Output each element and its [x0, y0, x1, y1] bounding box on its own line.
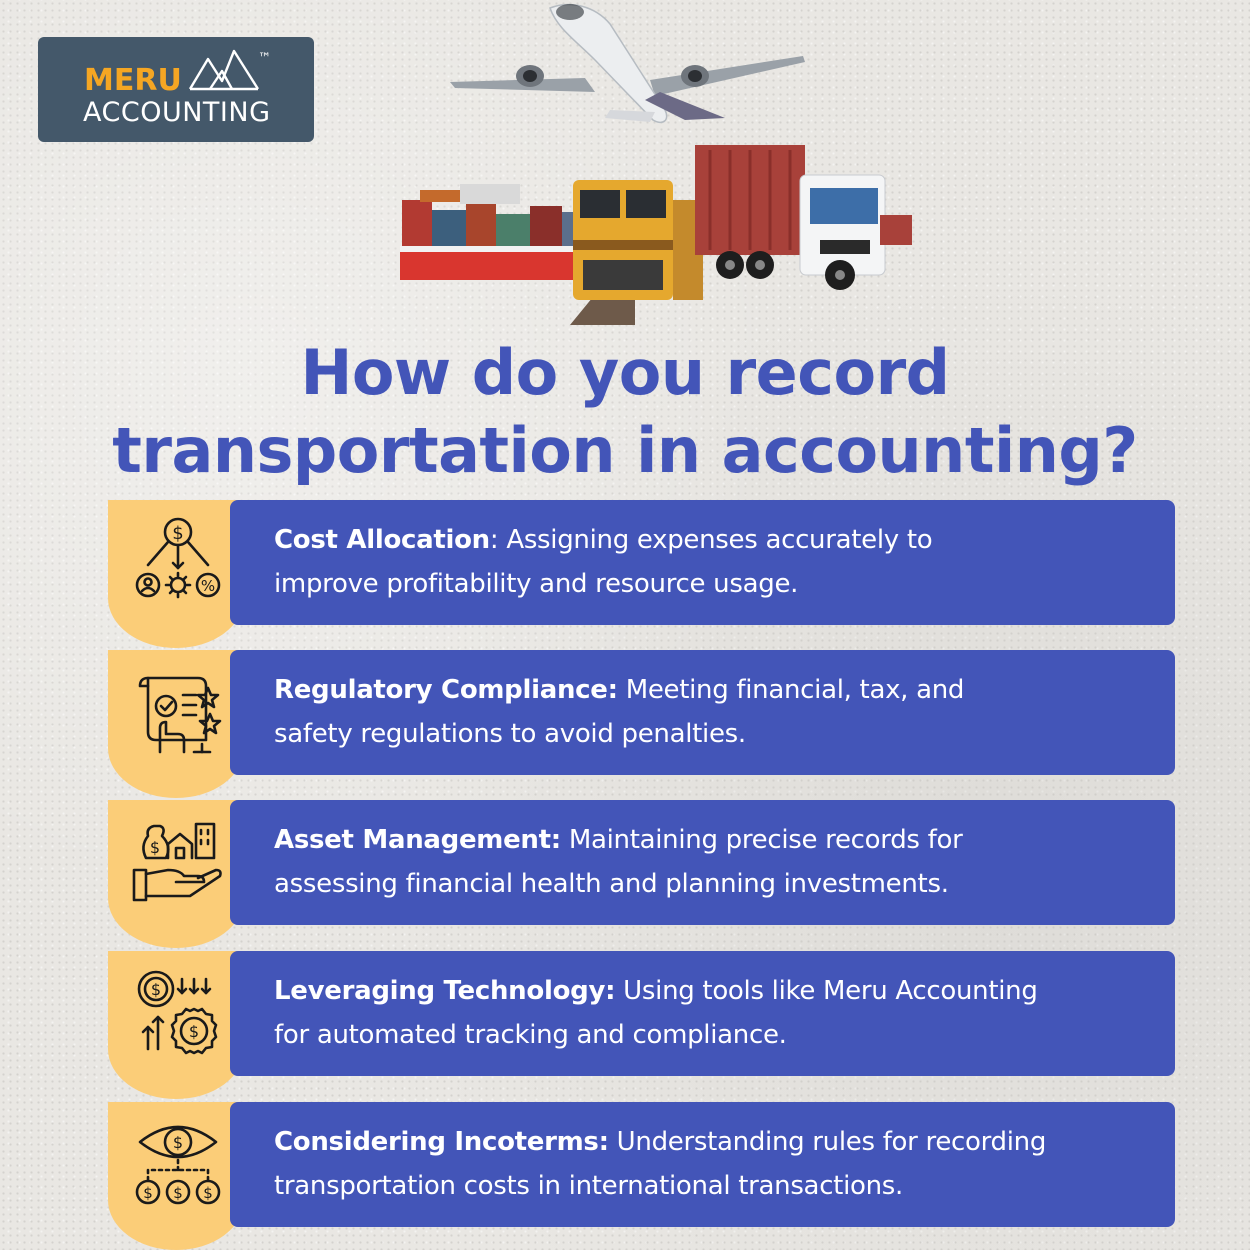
incoterms-eye-icon [128, 1112, 228, 1212]
item-separator [615, 976, 623, 1006]
icon-badge [108, 800, 244, 948]
item-separator [561, 825, 569, 855]
icon-badge [108, 500, 244, 648]
item-description: Assigning expenses accurately to [506, 525, 933, 555]
compliance-document-icon [128, 660, 228, 760]
svg-text:$: $ [173, 1184, 183, 1202]
item-description-cont: for automated tracking and compliance. [274, 1020, 787, 1050]
item-description-cont: safety regulations to avoid penalties. [274, 719, 746, 749]
freight-transport-image [400, 140, 920, 330]
item-term: Regulatory Compliance: [274, 675, 618, 705]
svg-text:$: $ [203, 1184, 213, 1202]
item-description: Understanding rules for recording [616, 1127, 1047, 1157]
asset-management-icon [128, 810, 228, 910]
svg-text:$: $ [150, 980, 162, 999]
logo-name-top: MERU [84, 63, 182, 98]
page-title-line-2: transportation in accounting? [112, 414, 1138, 487]
brand-logo [38, 37, 314, 142]
item-separator: : [489, 525, 507, 555]
cost-allocation-icon [128, 510, 228, 610]
trademark-symbol: ™ [258, 51, 271, 66]
list-item [108, 800, 1175, 925]
item-description-cont: improve profitability and resource usage. [274, 569, 799, 599]
info-card [230, 1102, 1175, 1227]
item-description-cont: transportation costs in international transactions. [274, 1171, 904, 1201]
svg-text:$: $ [188, 1022, 200, 1041]
mountain-logo-icon [188, 47, 260, 91]
list-item [108, 500, 1175, 625]
list-item [108, 650, 1175, 775]
logo-name-bottom: ACCOUNTING [83, 97, 271, 128]
item-term: Considering Incoterms: [274, 1127, 609, 1157]
item-description-cont: assessing financial health and planning investments. [274, 869, 949, 899]
item-description: Using tools like Meru Accounting [623, 976, 1038, 1006]
svg-text:$: $ [149, 838, 161, 857]
icon-badge [108, 1102, 244, 1250]
item-term: Asset Management: [274, 825, 561, 855]
page-title-line-1: How do you record [300, 336, 950, 409]
icon-badge [108, 951, 244, 1099]
info-card [230, 951, 1175, 1076]
airplane-image [445, 0, 815, 135]
technology-gear-icon [128, 961, 228, 1061]
item-description: Meeting financial, tax, and [625, 675, 965, 705]
svg-text:$: $ [172, 523, 184, 544]
item-description: Maintaining precise records for [568, 825, 963, 855]
info-card [230, 500, 1175, 625]
info-card [230, 650, 1175, 775]
svg-text:$: $ [143, 1184, 153, 1202]
list-item [108, 1102, 1175, 1227]
list-item [108, 951, 1175, 1076]
svg-text:$: $ [172, 1133, 184, 1152]
svg-text:%: % [200, 577, 216, 595]
item-term: Leveraging Technology: [274, 976, 616, 1006]
icon-badge [108, 650, 244, 798]
item-term: Cost Allocation [274, 525, 490, 555]
item-separator [609, 1127, 617, 1157]
info-card [230, 800, 1175, 925]
item-separator [618, 675, 626, 705]
